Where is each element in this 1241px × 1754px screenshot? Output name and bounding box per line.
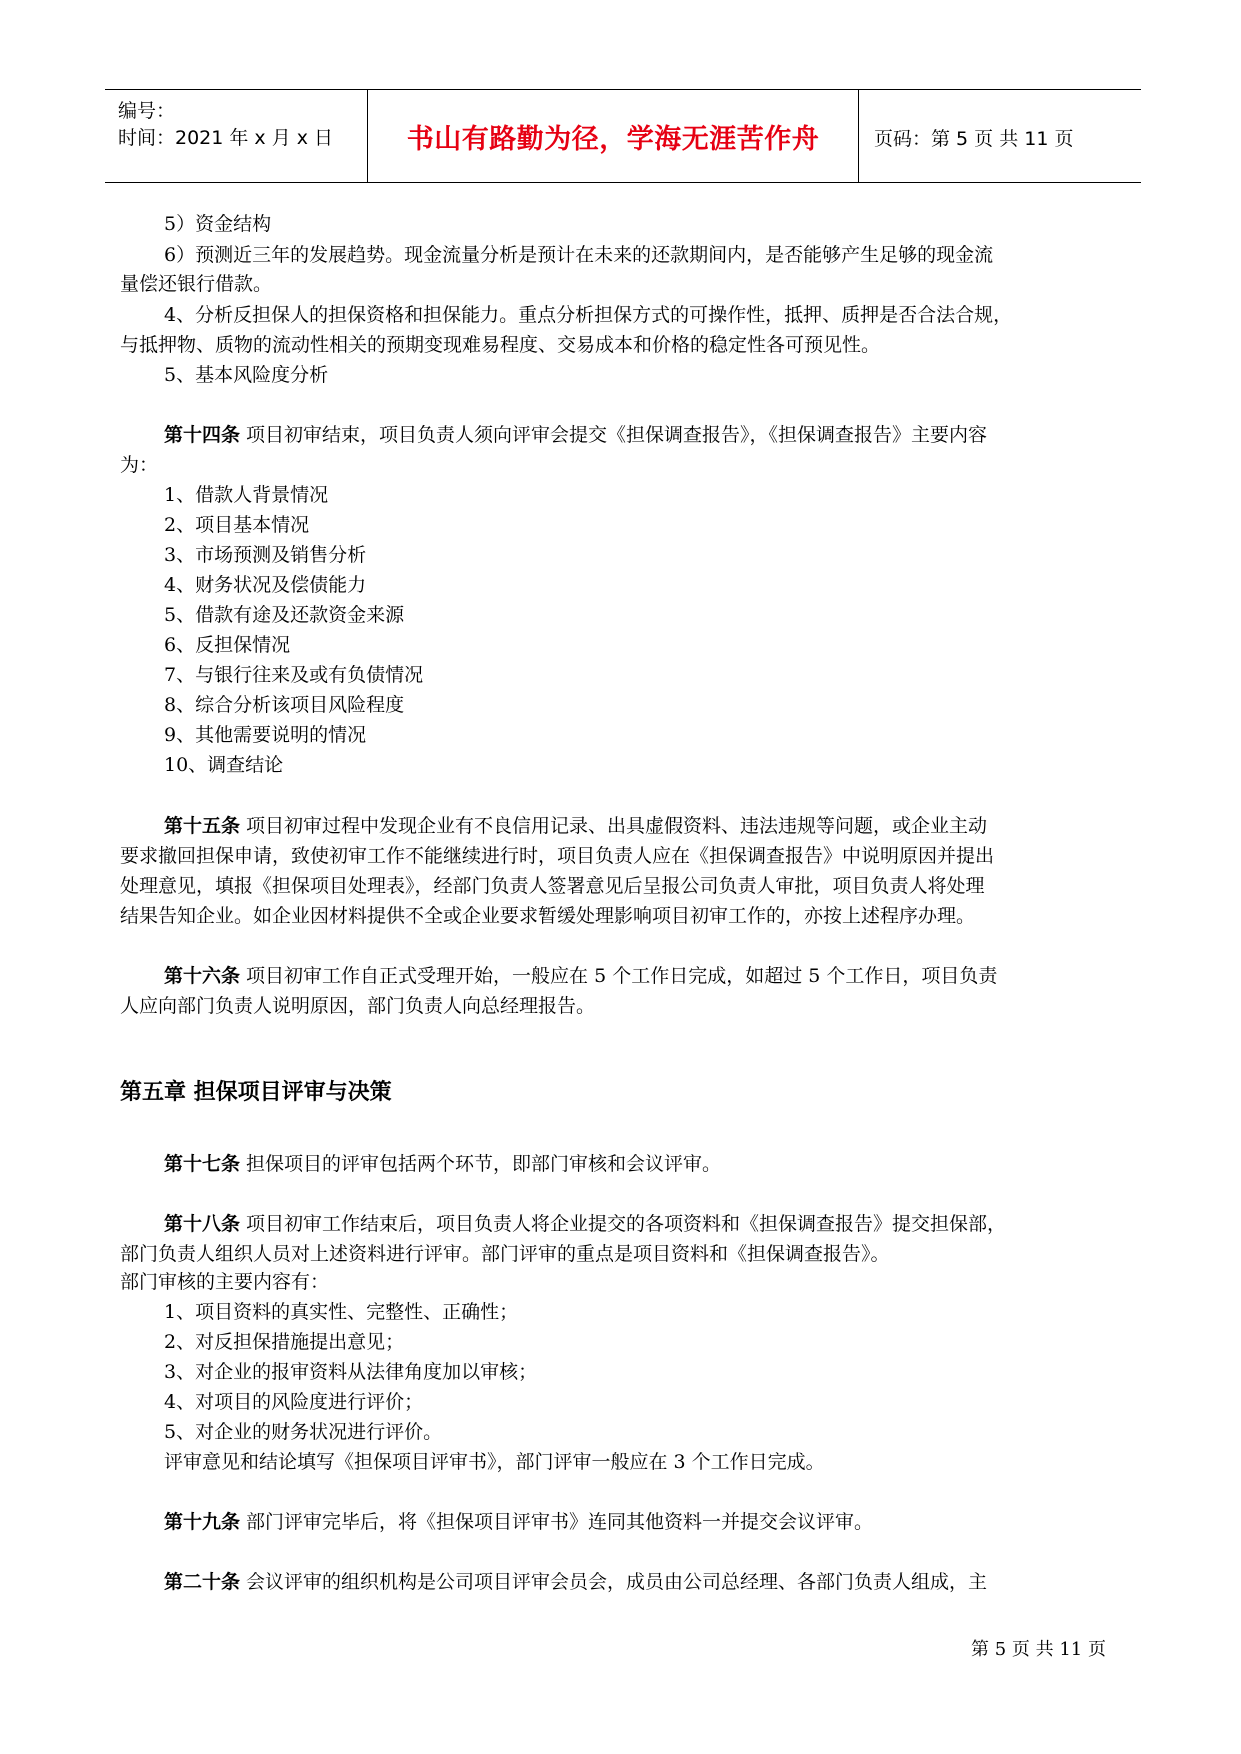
list-item: 2、对反担保措施提出意见；	[164, 1331, 405, 1353]
body-line: 6）预测近三年的发展趋势。现金流量分析是预计在未来的还款期间内，是否能够产生足够的现金流	[164, 244, 994, 266]
list-item: 2、项目基本情况	[164, 514, 310, 536]
header-middle-cell	[367, 90, 859, 182]
body-line: 部门审核的主要内容有：	[120, 1271, 330, 1293]
chapter-heading: 第五章 担保项目评审与决策	[120, 1080, 392, 1105]
article-19-title: 第十九条	[164, 1511, 241, 1533]
list-item: 4、财务状况及偿债能力	[164, 574, 367, 596]
document-number-label: 编号：	[118, 100, 176, 122]
document-time-label: 时间：2021 年 x 月 x 日	[118, 127, 334, 149]
article-14-title: 第十四条	[164, 424, 241, 446]
article-18-text: 项目初审工作结束后，项目负责人将企业提交的各项资料和《担保调查报告》提交担保部，	[240, 1213, 1007, 1235]
article-17-title: 第十七条	[164, 1153, 241, 1175]
body-line: 评审意见和结论填写《担保项目评审书》，部门评审一般应在 3 个工作日完成。	[164, 1451, 825, 1473]
article-16-text: 项目初审工作自正式受理开始，一般应在 5 个工作日完成，如超过 5 个工作日，项目负责	[240, 965, 998, 987]
list-item: 1、项目资料的真实性、完整性、正确性；	[164, 1301, 519, 1323]
body-line: 与抵押物、质物的流动性相关的预期变现难易程度、交易成本和价格的稳定性各可预见性。	[120, 334, 881, 356]
body-line: 部门负责人组织人员对上述资料进行评审。部门评审的重点是项目资料和《担保调查报告》。	[120, 1243, 890, 1265]
body-line: 5、基本风险度分析	[164, 364, 329, 386]
article-14	[164, 421, 987, 449]
header-motto: 书山有路勤为径，学海无涯苦作舟	[406, 124, 820, 155]
article-19	[164, 1508, 873, 1536]
article-17-text: 担保项目的评审包括两个环节，即部门审核和会议评审。	[240, 1153, 722, 1175]
list-item: 8、综合分析该项目风险程度	[164, 694, 405, 716]
list-item: 7、与银行往来及或有负债情况	[164, 664, 424, 686]
list-item: 9、其他需要说明的情况	[164, 724, 367, 746]
list-item: 5、对企业的财务状况进行评价。	[164, 1421, 443, 1443]
article-19-text: 部门评审完毕后，将《担保项目评审书》连同其他资料一并提交会议评审。	[240, 1511, 874, 1533]
article-17	[164, 1150, 721, 1178]
list-item: 10、调查结论	[164, 754, 284, 776]
article-16-title: 第十六条	[164, 965, 241, 987]
article-18	[164, 1210, 1006, 1238]
page-header	[105, 89, 1141, 183]
body-line: 量偿还银行借款。	[120, 273, 273, 295]
list-item: 6、反担保情况	[164, 634, 291, 656]
article-15-title: 第十五条	[164, 815, 241, 837]
page-footer: 第 5 页 共 11 页	[971, 1639, 1106, 1660]
body-line: 为：	[120, 454, 159, 476]
article-20-title: 第二十条	[164, 1571, 241, 1593]
header-page-code: 页码：第 5 页 共 11 页	[874, 128, 1074, 150]
article-16	[164, 962, 997, 990]
article-15-text: 项目初审过程中发现企业有不良信用记录、出具虚假资料、违法违规等问题，或企业主动	[240, 815, 988, 837]
header-right-cell	[858, 90, 1141, 182]
article-14-text: 项目初审结束，项目负责人须向评审会提交《担保调查报告》，《担保调查报告》主要内容	[240, 424, 988, 446]
body-line: 要求撤回担保申请，致使初审工作不能继续进行时，项目负责人应在《担保调查报告》中说明原因并提出	[120, 845, 995, 867]
article-20	[164, 1568, 987, 1596]
body-line: 5）资金结构	[164, 213, 272, 235]
list-item: 5、借款有途及还款资金来源	[164, 604, 405, 626]
article-15	[164, 812, 987, 840]
header-left-cell	[118, 90, 365, 182]
list-item: 3、对企业的报审资料从法律角度加以审核；	[164, 1361, 538, 1383]
body-line: 4、分析反担保人的担保资格和担保能力。重点分析担保方式的可操作性，抵押、质押是否合法合规，	[164, 304, 1013, 326]
body-line: 人应向部门负责人说明原因，部门负责人向总经理报告。	[120, 995, 596, 1017]
body-line: 结果告知企业。如企业因材料提供不全或企业要求暂缓处理影响项目初审工作的，亦按上述程序办理。	[120, 905, 976, 927]
body-line: 处理意见，填报《担保项目处理表》，经部门负责人签署意见后呈报公司负责人审批，项目负责人将处理	[120, 875, 985, 897]
article-18-title: 第十八条	[164, 1213, 241, 1235]
list-item: 3、市场预测及销售分析	[164, 544, 367, 566]
list-item: 4、对项目的风险度进行评价；	[164, 1391, 424, 1413]
list-item: 1、借款人背景情况	[164, 484, 329, 506]
article-20-text: 会议评审的组织机构是公司项目评审会员会，成员由公司总经理、各部门负责人组成，主	[240, 1571, 988, 1593]
